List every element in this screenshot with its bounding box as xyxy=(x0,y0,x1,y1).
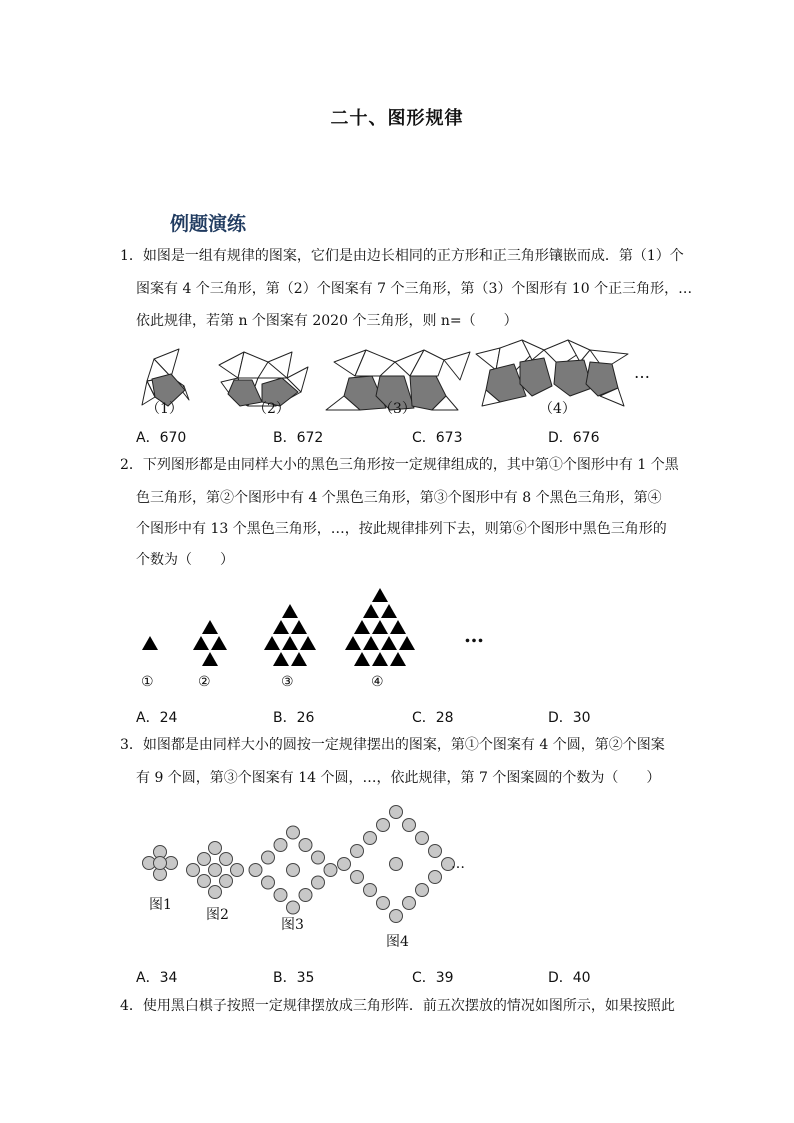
q2-line-1: 2．下列图形都是由同样大小的黑色三角形按一定规律组成的，其中第①个图形中有 1 个黑 xyxy=(120,457,679,473)
q3-fig3-circle xyxy=(312,876,325,889)
q1-line-1: 1．如图是一组有规律的图案，它们是由边长相同的正方形和正三角形镶嵌而成．第（1）个 xyxy=(120,248,684,264)
q3-fig4-circle xyxy=(338,858,351,871)
q1-option-d[interactable]: D．676 xyxy=(548,430,600,446)
q1-caption-3: （3） xyxy=(379,401,416,417)
q3-fig3-circle xyxy=(299,839,312,852)
q3-fig4-circle xyxy=(403,819,416,832)
q2-caption-2: ② xyxy=(198,674,211,690)
q3-fig2-circle xyxy=(220,875,233,888)
q3-fig4-circle xyxy=(390,910,403,923)
q3-option-a[interactable]: A．34 xyxy=(136,970,178,986)
q3-fig2-circle xyxy=(198,875,211,888)
q2-fig3-triangle xyxy=(291,620,307,634)
q2-fig4-triangle xyxy=(390,652,406,666)
q2-fig2-triangle xyxy=(193,636,209,650)
q2-fig3-triangle xyxy=(264,636,280,650)
q2-fig4-triangle xyxy=(381,636,397,650)
page-title: 二十、图形规律 xyxy=(330,108,464,129)
q1-ellipsis: … xyxy=(634,363,650,382)
q3-fig4-circle xyxy=(364,884,377,897)
q3-caption-3: 图3 xyxy=(281,917,304,933)
q2-fig3-triangle xyxy=(291,652,307,666)
q3-fig4-circle xyxy=(351,845,364,858)
q3-fig4-circle xyxy=(377,819,390,832)
q3-fig1-circle xyxy=(154,857,167,870)
q3-fig2-circle xyxy=(187,864,200,877)
q1-caption-1: （1） xyxy=(146,401,183,417)
q3-caption-2: 图2 xyxy=(206,907,229,923)
q1-pattern-4 xyxy=(476,340,628,406)
q2-fig3-triangle xyxy=(282,636,298,650)
q4-line-1: 4．使用黑白棋子按照一定规律摆放成三角形阵．前五次摆放的情况如图所示，如果按照此 xyxy=(120,998,675,1014)
q3-ellipsis: … xyxy=(451,856,465,872)
q3-fig4-circle xyxy=(429,871,442,884)
q3-fig4-circle xyxy=(364,832,377,845)
q3-fig4-circle xyxy=(429,845,442,858)
q2-fig3-triangle xyxy=(273,620,289,634)
q2-line-4: 个数为（ ） xyxy=(136,552,234,568)
q3-option-b[interactable]: B．35 xyxy=(273,970,315,986)
q3-fig2-circle xyxy=(220,853,233,866)
q3-fig3-circle xyxy=(274,839,287,852)
q3-fig3-circle xyxy=(299,889,312,902)
q3-fig4-circle xyxy=(416,884,429,897)
q2-fig2-triangle xyxy=(211,636,227,650)
q1-option-b[interactable]: B．672 xyxy=(273,430,324,446)
q3-fig4-circle xyxy=(416,832,429,845)
q3-option-c[interactable]: C．39 xyxy=(412,970,454,986)
q2-fig4-triangle xyxy=(363,636,379,650)
q1-caption-2: （2） xyxy=(253,401,290,417)
q3-fig4-circle xyxy=(377,897,390,910)
q3-fig3-circle xyxy=(262,876,275,889)
q1-line-2: 图案有 4 个三角形，第（2）个图案有 7 个三角形，第（3）个图形有 10 个正三角形，… xyxy=(136,281,693,297)
q3-fig2-circle xyxy=(209,864,222,877)
q3-fig3-circle xyxy=(287,864,300,877)
q2-caption-1: ① xyxy=(141,674,154,690)
q1-caption-4: （4） xyxy=(539,401,576,417)
q3-fig4-circle xyxy=(351,871,364,884)
q3-fig3-circle xyxy=(262,851,275,864)
q2-fig4-triangle xyxy=(372,620,388,634)
q1-option-c[interactable]: C．673 xyxy=(412,430,463,446)
q3-fig2-circle xyxy=(209,842,222,855)
q3-line-2: 有 9 个圆，第③个图案有 14 个圆，…，依此规律，第 7 个图案圆的个数为（ ） xyxy=(136,770,661,786)
q2-fig4-triangle xyxy=(345,636,361,650)
q2-fig4-triangle xyxy=(390,620,406,634)
q2-fig4-triangle xyxy=(381,604,397,618)
q2-fig4-triangle xyxy=(372,652,388,666)
q2-fig2-triangle xyxy=(202,652,218,666)
q2-caption-4: ④ xyxy=(371,674,384,690)
q3-fig4-circle xyxy=(390,858,403,871)
q2-fig2-triangle xyxy=(202,620,218,634)
q3-fig3-circle xyxy=(324,864,337,877)
q2-fig3-triangle xyxy=(282,604,298,618)
q3-fig2-circle xyxy=(209,886,222,899)
q2-figure xyxy=(0,575,794,675)
q3-fig2-circle xyxy=(231,864,244,877)
q2-option-d[interactable]: D．30 xyxy=(548,710,591,726)
q1-option-a[interactable]: A．670 xyxy=(136,430,187,446)
q3-fig3-circle xyxy=(249,864,262,877)
q2-fig3-triangle xyxy=(273,652,289,666)
q2-fig4-triangle xyxy=(399,636,415,650)
q2-fig1-triangle xyxy=(142,636,158,650)
q2-fig4-triangle xyxy=(372,588,388,602)
q2-fig3-triangle xyxy=(300,636,316,650)
q3-figure xyxy=(0,800,794,940)
q3-caption-4: 图4 xyxy=(386,934,409,950)
q2-option-a[interactable]: A．24 xyxy=(136,710,178,726)
q2-fig4-triangle xyxy=(354,652,370,666)
q2-line-2: 色三角形，第②个图形中有 4 个黑色三角形，第③个图形中有 8 个黑色三角形，第④ xyxy=(136,490,662,506)
section-heading: 例题演练 xyxy=(170,213,247,235)
q2-caption-3: ③ xyxy=(281,674,294,690)
q3-fig4-circle xyxy=(390,806,403,819)
q2-fig4-triangle xyxy=(354,620,370,634)
q3-fig2-circle xyxy=(198,853,211,866)
q3-fig4-circle xyxy=(403,897,416,910)
q2-ellipsis: … xyxy=(464,623,484,647)
q3-fig3-circle xyxy=(287,901,300,914)
q3-fig3-circle xyxy=(274,889,287,902)
q3-option-d[interactable]: D．40 xyxy=(548,970,591,986)
q3-line-1: 3．如图都是由同样大小的圆按一定规律摆出的图案，第①个图案有 4 个圆，第②个图案 xyxy=(120,737,665,753)
q1-line-3: 依此规律，若第 n 个图案有 2020 个三角形，则 n=（ ） xyxy=(136,313,518,329)
q2-option-b[interactable]: B．26 xyxy=(273,710,315,726)
q3-fig3-circle xyxy=(312,851,325,864)
q2-option-c[interactable]: C．28 xyxy=(412,710,454,726)
q3-fig3-circle xyxy=(287,826,300,839)
q3-caption-1: 图1 xyxy=(149,897,172,913)
q2-line-3: 个图形中有 13 个黑色三角形，…，按此规律排列下去，则第⑥个图形中黑色三角形的 xyxy=(136,521,667,537)
q2-fig4-triangle xyxy=(363,604,379,618)
